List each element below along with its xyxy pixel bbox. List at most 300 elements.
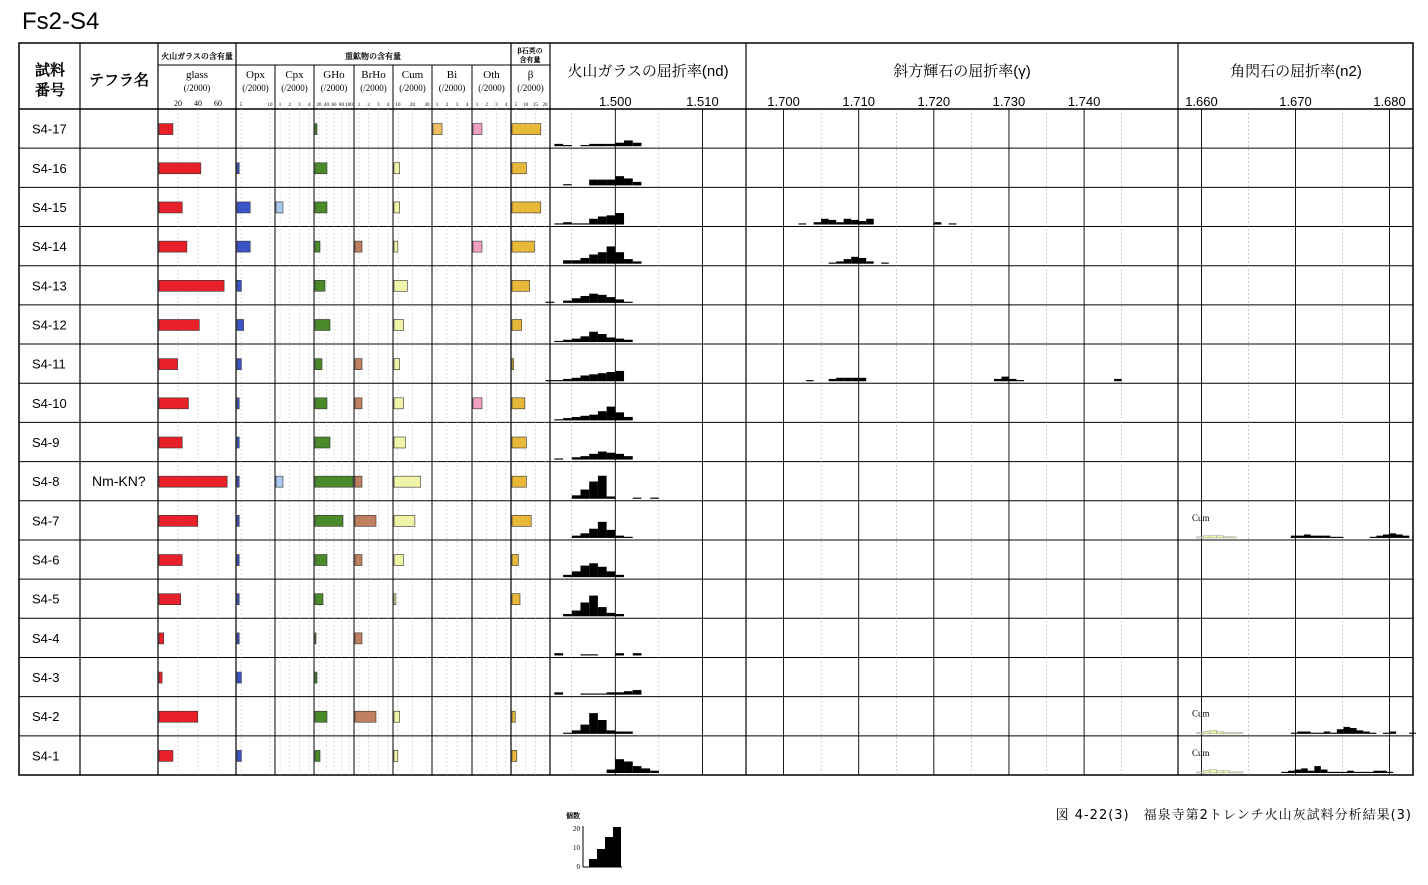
tephra-header: テフラ名 [88, 72, 150, 89]
ho-n2-histogram-bar [1281, 772, 1288, 773]
content-bar-opx [237, 633, 239, 644]
content-bar-beta [512, 202, 541, 213]
glass-nd-histogram-bar [563, 184, 572, 185]
glass-nd-tick-label: 1.510 [686, 94, 719, 109]
content-bar-beta [512, 711, 515, 722]
glass-nd-histogram-bar [624, 417, 633, 420]
column-unit-opx: (/2000) [242, 83, 269, 93]
tick-label-beta: 10 [523, 103, 529, 108]
glass-nd-histogram-bar [615, 692, 624, 694]
opx-gamma-tick-label: 1.720 [917, 94, 951, 109]
content-bar-cum [394, 515, 415, 526]
glass-nd-histogram-bar [563, 260, 572, 263]
opx-gamma-histogram-bar [799, 223, 807, 224]
tick-label-beta: 15 [532, 103, 538, 108]
glass-nd-histogram-bar [572, 339, 581, 342]
sample-label: S4-14 [32, 239, 67, 255]
cum-histogram-bar [1197, 537, 1204, 538]
cum-histogram-bar [1223, 733, 1230, 734]
glass-nd-histogram-bar [572, 457, 581, 459]
cum-histogram-bar [1230, 733, 1237, 734]
glass-nd-histogram-bar [554, 341, 563, 342]
glass-nd-histogram-bar [598, 693, 607, 694]
tick-label-brho: 1 [357, 103, 361, 108]
glass-nd-histogram-bar [607, 144, 616, 146]
glass-nd-histogram-bar [615, 412, 624, 420]
glass-nd-histogram-bar [563, 733, 572, 734]
glass-nd-histogram-bar [580, 336, 589, 342]
column-name-bi: Bi [446, 69, 458, 81]
ho-n2-histogram-bar [1380, 771, 1387, 773]
ho-n2-histogram-bar [1376, 536, 1383, 538]
glass-nd-histogram-bar [572, 571, 581, 577]
table-frame [19, 43, 1413, 775]
tick-label-bi: 4 [465, 103, 469, 108]
tick-label-glass: 60 [214, 99, 222, 108]
column-unit-glass: (/2000) [183, 83, 211, 93]
content-bar-gho [315, 476, 353, 487]
glass-nd-histogram-bar [546, 380, 555, 381]
content-bar-gho [315, 398, 327, 409]
glass-nd-histogram-bar [563, 301, 572, 303]
content-bar-brho [355, 555, 362, 566]
ho-n2-histogram-bar [1343, 727, 1350, 734]
glass-nd-histogram-bar [546, 302, 555, 303]
opx-gamma-histogram-bar [836, 378, 844, 381]
glass-nd-histogram-bar [607, 297, 616, 303]
figure-caption: 図 4-22(3) 福泉寺第2トレンチ火山灰試料分析結果(3) [1055, 808, 1412, 823]
glass-nd-histogram-bar [624, 537, 633, 538]
glass-nd-histogram-bar [580, 375, 589, 381]
glass-nd-histogram-bar [572, 536, 581, 538]
glass-nd-histogram-bar [607, 571, 616, 577]
glass-nd-histogram-bar [650, 771, 659, 773]
ho-n2-histogram-bar [1324, 536, 1331, 538]
content-bar-opx [237, 555, 239, 566]
glass-nd-histogram-bar [598, 334, 607, 342]
glass-nd-histogram-bar [598, 452, 607, 460]
column-name-cpx: Cpx [285, 69, 304, 81]
content-bar-gho [315, 359, 322, 370]
glass-nd-histogram-bar [572, 611, 581, 617]
glass-nd-histogram-bar [607, 613, 616, 616]
cum-histogram-bar [1230, 537, 1237, 538]
sample-label: S4-8 [32, 474, 60, 490]
glass-nd-histogram-bar [589, 374, 598, 381]
ho-n2-histogram-bar [1288, 771, 1295, 773]
opx-gamma-histogram-bar [851, 257, 859, 264]
ho-n2-histogram-bar [1304, 534, 1311, 537]
opx-gamma-histogram-bar [881, 263, 889, 264]
content-bar-opx [237, 319, 244, 330]
tick-label-gho: 60 [331, 103, 337, 108]
sample-label: S4-13 [32, 278, 67, 294]
sample-label: S4-10 [32, 395, 67, 411]
content-bar-oth [473, 398, 482, 409]
ho-n2-histogram-bar [1354, 772, 1361, 773]
opx-gamma-histogram-bar [1001, 377, 1009, 382]
column-name-gho: GHo [323, 69, 345, 81]
cum-histogram-bar [1217, 771, 1224, 773]
cum-label: Cum [1192, 708, 1210, 719]
cum-histogram-bar [1197, 772, 1204, 773]
glass-nd-histogram-bar [589, 415, 598, 421]
content-bar-glass [159, 555, 182, 566]
content-bar-beta [512, 476, 526, 487]
tick-label-oth: 2 [485, 103, 488, 108]
opx-gamma-histogram-bar [1114, 379, 1122, 381]
opx-gamma-histogram-bar [829, 263, 837, 264]
opx-gamma-histogram-bar [844, 259, 852, 264]
glass-nd-histogram-bar [598, 567, 607, 577]
opx-gamma-tick-label: 1.730 [992, 94, 1026, 109]
column-name-brho: BrHo [361, 69, 386, 81]
content-bar-cum [394, 398, 404, 409]
glass-group-header: 火山ガラスの含有量 [161, 52, 233, 61]
glass-nd-histogram-bar [615, 176, 624, 185]
cum-histogram-bar [1197, 733, 1204, 734]
glass-nd-histogram-bar [633, 182, 642, 185]
glass-nd-histogram-bar [554, 144, 563, 146]
column-unit-gho: (/2000) [320, 83, 348, 93]
content-bar-gho [315, 241, 320, 252]
content-bar-gho [315, 633, 316, 644]
ho-n2-histogram-bar [1308, 771, 1315, 773]
content-bar-opx [237, 750, 241, 761]
content-bar-opx [237, 280, 241, 291]
legend-title: 個数 [566, 813, 580, 820]
glass-nd-histogram-bar [580, 145, 589, 146]
tick-label-cum: 20 [410, 103, 415, 108]
glass-nd-histogram-bar [554, 653, 563, 655]
ho-n2-histogram-bar [1396, 534, 1403, 537]
glass-nd-histogram-bar [615, 614, 624, 616]
ho-n2-histogram-bar [1334, 772, 1341, 773]
ho-n2-histogram-bar [1330, 537, 1337, 538]
glass-nd-histogram-bar [624, 140, 633, 146]
content-bar-beta [512, 319, 522, 330]
content-bar-glass [159, 594, 181, 605]
ho-n2-histogram-bar [1337, 729, 1344, 734]
tick-label-brho: 4 [386, 103, 390, 108]
glass-nd-histogram-bar [598, 252, 607, 263]
cum-histogram-bar [1217, 732, 1224, 734]
content-bar-cum [394, 594, 396, 605]
tick-label-glass: 20 [174, 99, 182, 108]
ho-n2-histogram-bar [1383, 733, 1390, 734]
tick-label-bi: 3 [455, 103, 459, 108]
tephra-name: Nm-KN? [92, 473, 146, 490]
glass-nd-histogram-bar [563, 379, 572, 381]
content-bar-glass [159, 163, 201, 174]
content-bar-cum [394, 437, 405, 448]
sample-label: S4-16 [32, 160, 67, 176]
glass-nd-histogram-bar [598, 373, 607, 381]
glass-nd-histogram-bar [572, 298, 581, 303]
ho-n2-histogram-bar [1311, 536, 1318, 538]
glass-nd-histogram-bar [589, 180, 598, 186]
content-bar-beta [512, 359, 514, 370]
ho-n2-histogram-bar [1304, 732, 1311, 734]
content-bar-gho [315, 319, 330, 330]
glass-nd-histogram-bar [563, 614, 572, 616]
content-bar-cpx [276, 476, 283, 487]
content-bar-beta [512, 515, 531, 526]
content-bar-opx [237, 594, 239, 605]
ho-n2-histogram-bar [1387, 772, 1394, 773]
content-bar-cpx [276, 202, 283, 213]
glass-nd-histogram-bar [580, 566, 589, 578]
content-bar-opx [237, 398, 239, 409]
opx-gamma-histogram-bar [821, 219, 829, 225]
legend-bar [605, 837, 613, 867]
hornblende-refractive-header: 角閃石の屈折率(n2) [1230, 63, 1362, 80]
opx-gamma-histogram-bar [829, 379, 837, 381]
content-bar-opx [237, 163, 239, 174]
glass-nd-histogram-bar [607, 407, 616, 421]
content-bar-cum [394, 280, 407, 291]
sample-label: S4-15 [32, 199, 67, 215]
glass-nd-histogram-bar [589, 255, 598, 264]
opx-gamma-histogram-bar [844, 219, 852, 225]
ho-n2-histogram-bar [1347, 771, 1354, 773]
glass-nd-histogram-bar [633, 261, 642, 263]
legend-tick: 10 [573, 844, 580, 852]
glass-nd-histogram-bar [615, 536, 624, 538]
opx-gamma-histogram-bar [859, 221, 867, 224]
ho-n2-histogram-bar [1291, 733, 1298, 734]
ho-n2-histogram-bar [1357, 730, 1364, 733]
ho-n2-histogram-bar [1301, 768, 1308, 773]
ho-n2-histogram-bar [1327, 772, 1334, 773]
glass-nd-histogram-bar [572, 730, 581, 733]
content-bar-gho [315, 202, 327, 213]
glass-nd-histogram-bar [580, 223, 589, 224]
tick-label-bi: 1 [435, 103, 439, 108]
content-bar-glass [159, 280, 224, 291]
column-name-oth: Oth [483, 69, 500, 81]
glass-nd-histogram-bar [607, 730, 616, 733]
glass-nd-histogram-bar [589, 294, 598, 303]
glass-nd-histogram-bar [598, 720, 607, 734]
glass-nd-histogram-bar [554, 223, 563, 224]
content-bar-cum [394, 359, 400, 370]
sample-label: S4-3 [32, 670, 60, 686]
content-bar-glass [159, 711, 198, 722]
glass-nd-histogram-bar [580, 258, 589, 264]
tick-label-gho: 40 [324, 103, 329, 108]
content-bar-opx [237, 437, 239, 448]
glass-nd-histogram-bar [607, 692, 616, 694]
glass-nd-histogram-bar [563, 418, 572, 420]
content-bar-beta [512, 555, 518, 566]
glass-nd-histogram-bar [589, 219, 598, 225]
ho-n2-histogram-bar [1403, 536, 1410, 538]
glass-nd-histogram-bar [589, 482, 598, 499]
sample-label: S4-7 [32, 513, 60, 529]
glass-nd-histogram-bar [633, 143, 642, 146]
sample-header-line1: 試料 [34, 62, 66, 79]
content-bar-glass [159, 633, 164, 644]
glass-nd-histogram-bar [572, 495, 581, 498]
glass-nd-histogram-bar [607, 496, 616, 498]
glass-nd-histogram-bar [598, 295, 607, 303]
opx-gamma-tick-label: 1.700 [767, 94, 800, 109]
content-bar-beta [512, 594, 520, 605]
glass-nd-histogram-bar [598, 411, 607, 420]
glass-nd-histogram-bar [598, 216, 607, 224]
column-unit-cum: (/2000) [399, 83, 426, 93]
glass-nd-histogram-bar [615, 252, 624, 263]
opx-refractive-header: 斜方輝石の屈折率(γ) [893, 63, 1031, 80]
ho-n2-tick-label: 1.670 [1279, 94, 1312, 109]
glass-nd-histogram-bar [607, 180, 616, 186]
tick-label-gho: 80 [339, 103, 344, 108]
content-bar-glass [159, 359, 178, 370]
glass-nd-histogram-bar [580, 533, 589, 538]
cum-histogram-bar [1230, 772, 1237, 773]
ho-n2-histogram-bar [1295, 770, 1302, 773]
glass-nd-histogram-bar [624, 456, 633, 459]
content-bar-glass [159, 672, 162, 683]
cum-histogram-bar [1210, 770, 1217, 773]
ho-n2-histogram-bar [1324, 732, 1331, 734]
ho-n2-histogram-bar [1383, 534, 1390, 537]
ho-n2-histogram-bar [1370, 733, 1377, 734]
content-bar-cum [394, 476, 421, 487]
tick-label-gho: 100 [345, 103, 353, 108]
column-name-cum: Cum [401, 69, 424, 81]
ho-n2-histogram-bar [1409, 733, 1416, 734]
content-bar-brho [355, 711, 376, 722]
glass-nd-histogram-bar [580, 490, 589, 499]
content-bar-glass [159, 319, 199, 330]
tick-label-cum: 30 [424, 103, 430, 108]
glass-nd-histogram-bar [615, 213, 624, 225]
content-bar-beta [512, 750, 517, 761]
glass-nd-histogram-bar [615, 143, 624, 146]
content-bar-cum [394, 163, 400, 174]
glass-nd-histogram-bar [607, 215, 616, 224]
opx-gamma-tick-label: 1.740 [1067, 94, 1101, 109]
content-bar-gho [315, 163, 327, 174]
tick-label-beta: 20 [542, 103, 548, 108]
glass-nd-histogram-bar [580, 416, 589, 421]
content-bar-opx [237, 241, 250, 252]
glass-nd-histogram-bar [589, 529, 598, 538]
content-bar-brho [355, 398, 362, 409]
content-bar-cum [394, 711, 400, 722]
legend-bar [589, 859, 597, 867]
content-bar-beta [512, 437, 526, 448]
cum-histogram-bar [1203, 536, 1210, 538]
cum-histogram-bar [1210, 730, 1217, 733]
sample-label: S4-4 [32, 630, 60, 646]
content-bar-glass [159, 515, 198, 526]
content-bar-brho [355, 241, 362, 252]
glass-nd-tick-label: 1.500 [599, 94, 632, 109]
content-bar-gho [315, 594, 323, 605]
tick-label-cum: 10 [395, 103, 401, 108]
sample-label: S4-17 [32, 121, 67, 137]
column-name-beta: β [527, 69, 534, 81]
cum-histogram-bar [1210, 536, 1217, 538]
content-bar-opx [237, 359, 241, 370]
ho-n2-histogram-bar [1360, 772, 1367, 773]
column-unit-cpx: (/2000) [281, 83, 308, 93]
content-bar-glass [159, 241, 187, 252]
tick-label-bi: 2 [445, 103, 449, 108]
content-bar-cum [394, 319, 404, 330]
sample-label: S4-9 [32, 435, 60, 450]
content-bar-beta [512, 163, 526, 174]
content-bar-gho [315, 672, 317, 683]
ho-n2-histogram-bar [1374, 771, 1381, 773]
cum-histogram-bar [1223, 771, 1230, 773]
tick-label-glass: 40 [194, 99, 202, 108]
glass-refractive-header: 火山ガラスの屈折率(nd) [567, 63, 729, 80]
glass-nd-histogram-bar [589, 144, 598, 146]
glass-nd-histogram-bar [598, 476, 607, 499]
glass-nd-histogram-bar [563, 575, 572, 577]
content-bar-bi [433, 124, 442, 135]
tick-label-opx: 10 [267, 103, 273, 108]
glass-nd-histogram-bar [580, 693, 589, 694]
legend-tick: 0 [576, 863, 580, 871]
ho-n2-histogram-bar [1367, 772, 1374, 773]
content-bar-brho [355, 476, 362, 487]
opx-gamma-histogram-bar [1016, 380, 1024, 381]
column-unit-oth: (/2000) [478, 83, 505, 93]
glass-nd-histogram-bar [554, 380, 563, 381]
page-title: Fs2-S4 [22, 8, 100, 35]
content-bar-glass [159, 437, 182, 448]
column-unit-bi: (/2000) [438, 83, 466, 93]
glass-nd-histogram-bar [580, 296, 589, 303]
glass-nd-histogram-bar [624, 762, 633, 774]
glass-nd-histogram-bar [615, 759, 624, 773]
cum-histogram-bar [1236, 733, 1243, 734]
content-bar-gho [315, 750, 320, 761]
glass-nd-histogram-bar [607, 770, 616, 773]
sample-header-line2: 番号 [34, 82, 66, 99]
content-bar-cum [394, 750, 398, 761]
opx-gamma-histogram-bar [866, 219, 874, 225]
content-bar-gho [315, 711, 327, 722]
content-bar-cum [394, 241, 398, 252]
sample-label: S4-5 [32, 591, 60, 607]
content-bar-glass [159, 476, 227, 487]
content-bar-brho [355, 359, 362, 370]
opx-gamma-histogram-bar [859, 258, 867, 264]
content-bar-glass [159, 202, 182, 213]
glass-nd-histogram-bar [624, 259, 633, 264]
content-bar-brho [355, 633, 362, 644]
content-bar-opx [237, 476, 239, 487]
opx-gamma-histogram-bar [949, 223, 957, 224]
content-bar-brho [355, 515, 376, 526]
glass-nd-histogram-bar [589, 596, 598, 617]
glass-nd-histogram-bar [589, 332, 598, 342]
glass-nd-histogram-bar [554, 692, 563, 694]
sample-label: S4-12 [32, 317, 67, 333]
sample-label: S4-6 [32, 552, 60, 568]
glass-nd-histogram-bar [633, 766, 642, 773]
glass-nd-histogram-bar [580, 725, 589, 734]
glass-nd-histogram-bar [580, 456, 589, 459]
content-bar-opx [237, 515, 239, 526]
glass-nd-histogram-bar [633, 690, 642, 695]
